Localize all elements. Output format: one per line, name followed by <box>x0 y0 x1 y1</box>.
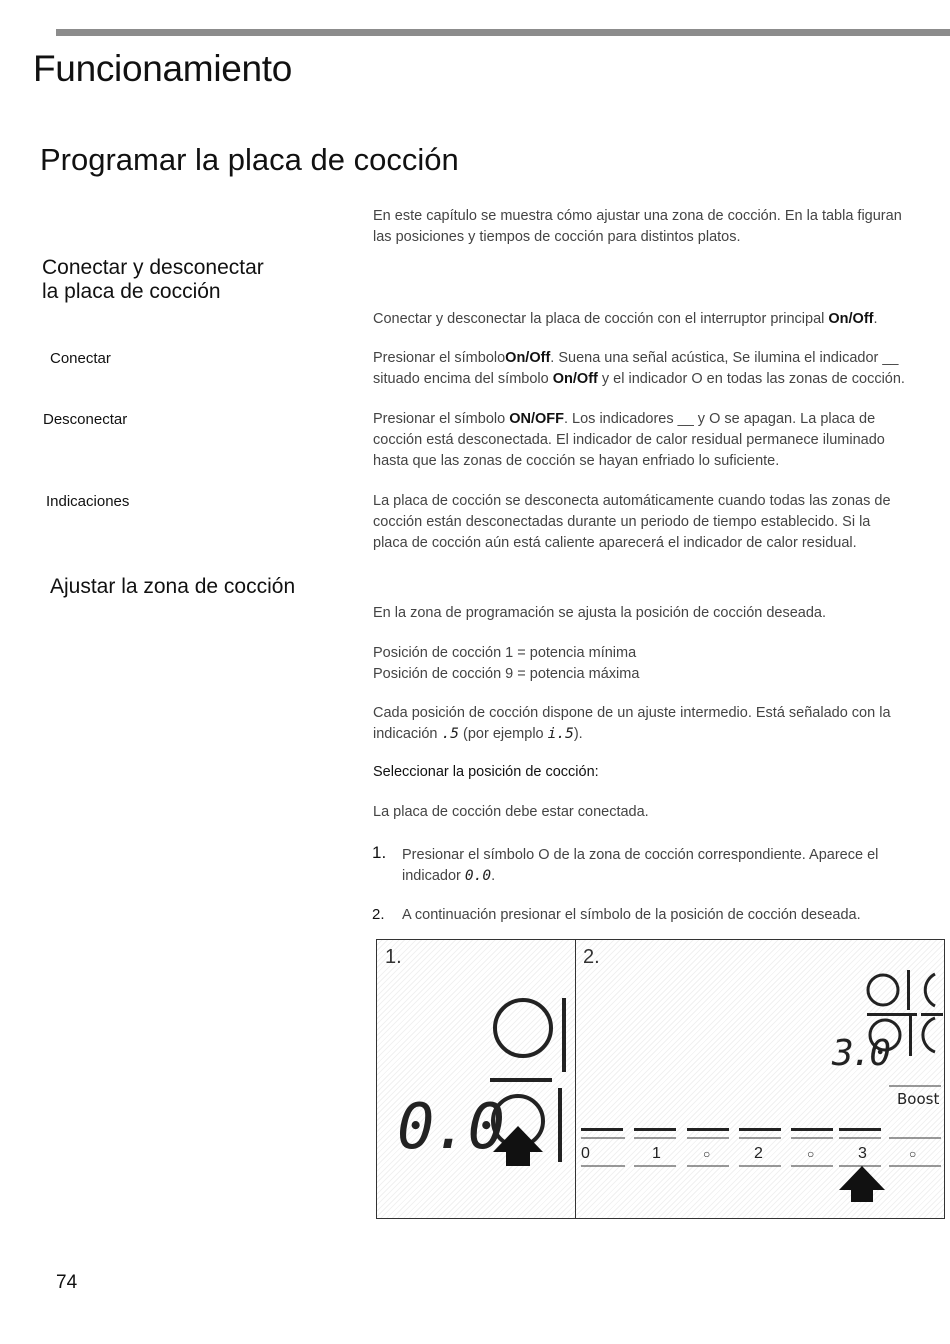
scale-label-3: 3 <box>858 1145 867 1162</box>
scale-label-half-3: ○ <box>909 1147 917 1161</box>
conectar-label: Conectar <box>50 350 111 367</box>
ajustar-p3: Cada posición de cocción dispone de un ajuste intermedio. Está señalado con la indicación .5 (por ejemplo i.5). <box>373 705 891 742</box>
page-number: 74 <box>56 1272 78 1293</box>
note: La placa de cocción debe estar conectada. <box>373 804 649 820</box>
panel-1-label: 1. <box>385 946 402 968</box>
scale-label-half-2: ○ <box>807 1147 815 1161</box>
display-3-0: 3.0 <box>832 1033 889 1074</box>
press-arrow-icon <box>839 1166 885 1202</box>
select-heading: Seleccionar la posición de cocción: <box>373 764 599 780</box>
ajustar-heading: Ajustar la zona de cocción <box>50 575 296 598</box>
step-2-number: 2. <box>372 906 385 923</box>
panel-2-graphic <box>575 940 943 1218</box>
control-panel-figure <box>376 939 945 1219</box>
conectar-paragraph: Presionar el símboloOn/Off. Suena una señal acústica, Se ilumina el indicador __ situado encima del símbolo On/Off y el indicador O en todas las zonas de cocción. <box>373 350 905 387</box>
scale-label-half-1: ○ <box>703 1147 711 1161</box>
onoff-description: Conectar y desconectar la placa de cocción con el interruptor principal On/Off. <box>373 311 878 327</box>
scale-label-2: 2 <box>754 1145 763 1162</box>
zone-circle-icon <box>495 1000 551 1056</box>
panel-1-graphic <box>377 940 575 1218</box>
step-1-number: 1. <box>372 843 387 862</box>
display-0-0: 0.0 <box>397 1090 503 1163</box>
panel-2-label: 2. <box>583 946 600 968</box>
intro-paragraph: En este capítulo se muestra cómo ajustar una zona de cocción. En la tabla figuran las posiciones y tiempos de cocción para distintos platos. <box>373 208 902 245</box>
indicaciones-label: Indicaciones <box>46 493 130 510</box>
top-rule <box>56 29 950 36</box>
onoff-heading: Conectar y desconectar la placa de cocción <box>42 256 264 303</box>
step-2-text: A continuación presionar el símbolo de la posición de cocción deseada. <box>402 907 861 923</box>
desconectar-label: Desconectar <box>43 411 128 428</box>
ajustar-p1: En la zona de programación se ajusta la posición de cocción deseada. <box>373 605 827 621</box>
desconectar-paragraph: Presionar el símbolo ON/OFF. Los indicadores __ y O se apagan. La placa de cocción está desconectada. El indicador de calor residual permanece iluminado hasta que las zonas de cocción se hayan enfriado lo suficiente. <box>373 411 885 469</box>
page-title: Funcionamiento <box>33 48 293 89</box>
section-title: Programar la placa de cocción <box>40 142 459 177</box>
indicaciones-paragraph: La placa de cocción se desconecta automáticamente cuando todas las zonas de cocción están desconectadas durante un periodo de tiempo establecido. Si la placa de cocción aún está caliente aparecerá el indicador de calor residual. <box>373 493 891 551</box>
ajustar-p2: Posición de cocción 1 = potencia mínima Posición de cocción 9 = potencia máxima <box>373 645 640 682</box>
scale-label-0: 0 <box>581 1145 590 1162</box>
boost-label: Boost <box>897 1090 940 1108</box>
step-1-text: Presionar el símbolo O de la zona de cocción correspondiente. Aparece el indicador 0.0. <box>402 847 879 884</box>
scale-label-1: 1 <box>652 1145 661 1162</box>
